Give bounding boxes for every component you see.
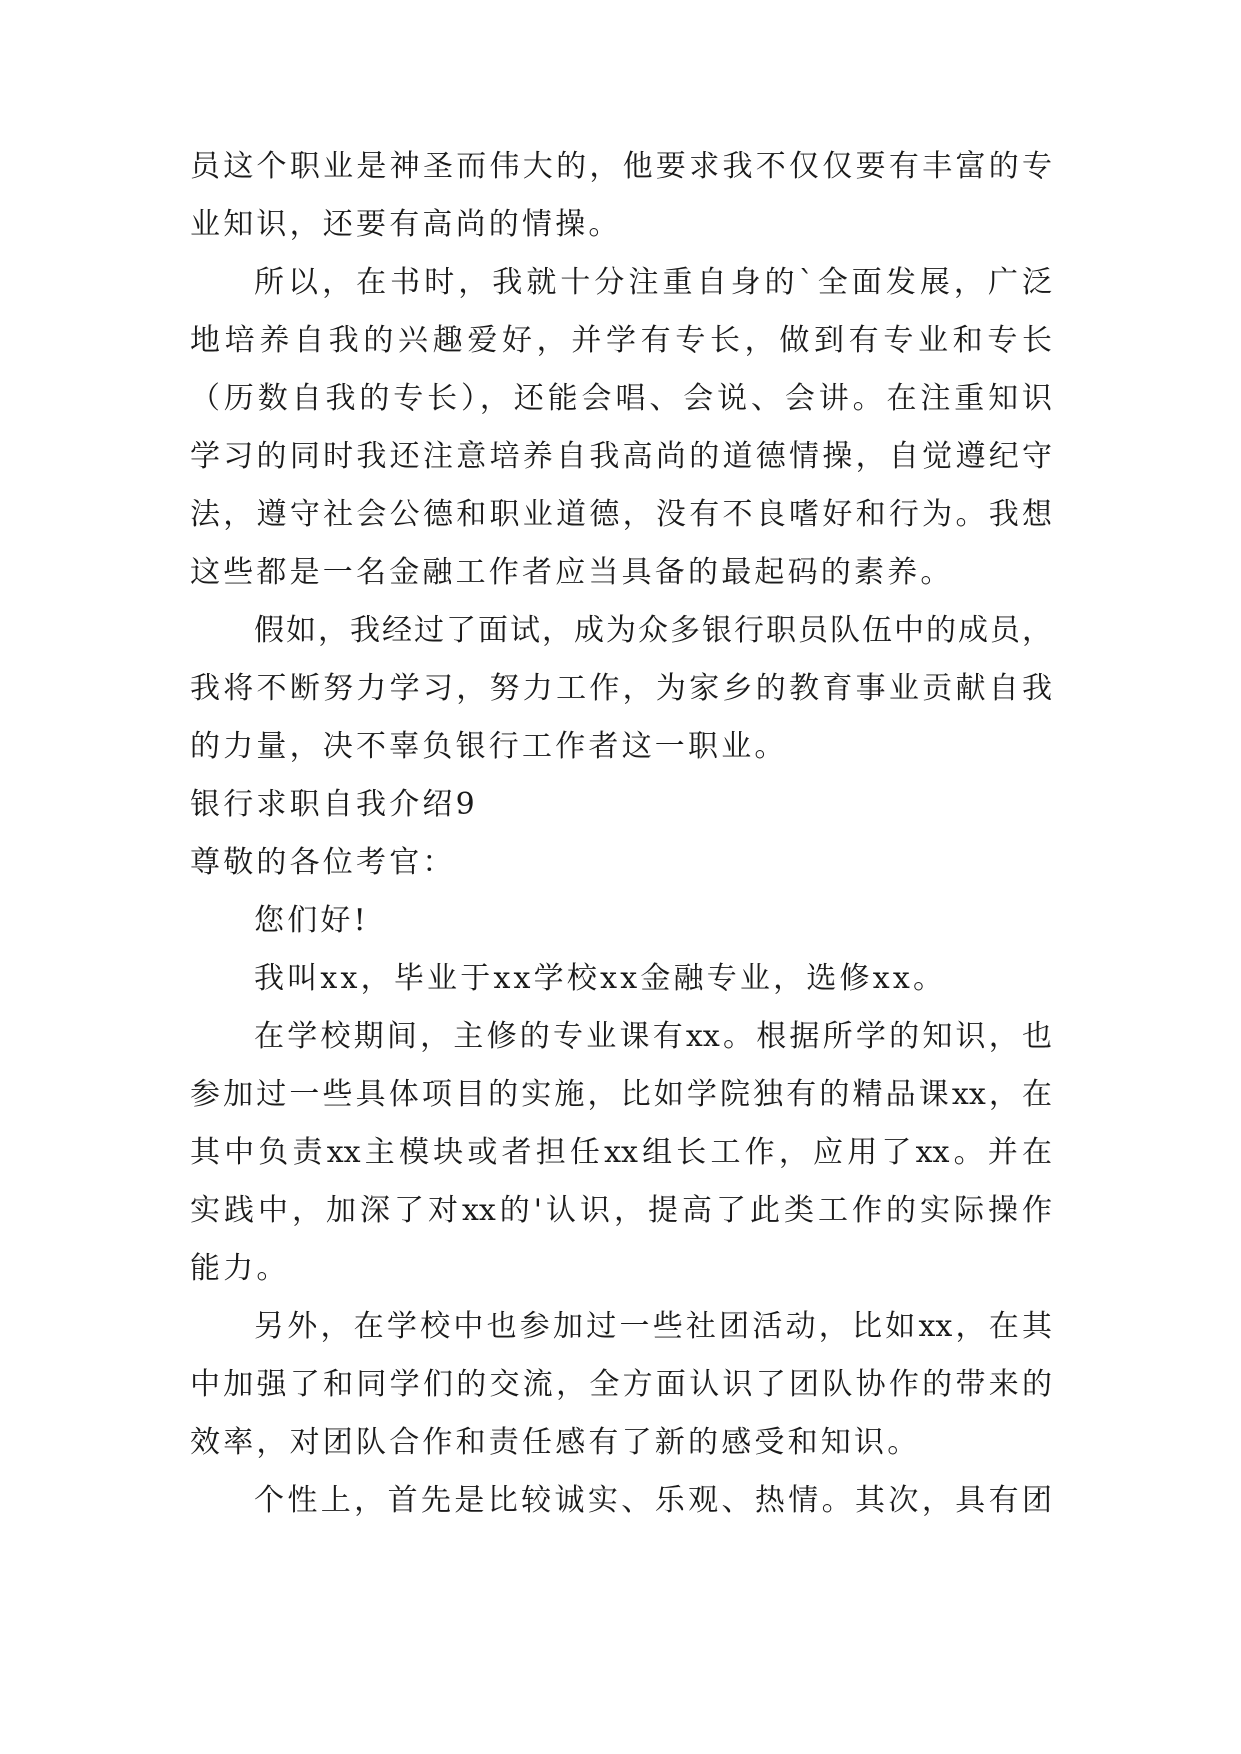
body-line: （历数自我的专长），还能会唱、会说、会讲。在注重知识 — [190, 381, 1052, 416]
body-line: 学习的同时我还注意培养自我高尚的道德情操，自觉遵纪守 — [190, 439, 1052, 474]
body-line: 地培养自我的兴趣爱好，并学有专长，做到有专业和专长 — [190, 323, 1052, 358]
body-line: 这些都是一名金融工作者应当具备的最起码的素养。 — [190, 555, 954, 590]
section-heading: 银行求职自我介绍9 — [190, 787, 478, 822]
body-line: 我将不断努力学习，努力工作，为家乡的教育事业贡献自我 — [190, 671, 1052, 706]
document-body — [190, 138, 1052, 1530]
body-line: 业知识，还要有高尚的情操。 — [190, 207, 622, 242]
paragraph-start-line: 个性上，首先是比较诚实、乐观、热情。其次，具有团 — [254, 1483, 1052, 1518]
body-line: 效率，对团队合作和责任感有了新的感受和知识。 — [190, 1425, 921, 1460]
paragraph-start-line: 所以，在书时，我就十分注重自身的`全面发展，广泛 — [254, 265, 1052, 300]
paragraph-start-line: 我叫xx，毕业于xx学校xx金融专业，选修xx。 — [254, 961, 947, 996]
body-line: 实践中，加深了对xx的'认识，提高了此类工作的实际操作 — [190, 1193, 1052, 1228]
body-line: 能力。 — [190, 1251, 290, 1286]
body-line: 其中负责xx主模块或者担任xx组长工作，应用了xx。并在 — [190, 1135, 1052, 1170]
body-line: 参加过一些具体项目的实施，比如学院独有的精品课xx，在 — [190, 1077, 1052, 1112]
body-line: 中加强了和同学们的交流，全方面认识了团队协作的带来的 — [190, 1367, 1052, 1402]
paragraph-start-line: 另外，在学校中也参加过一些社团活动，比如xx，在其 — [254, 1309, 1052, 1344]
body-line: 员这个职业是神圣而伟大的，他要求我不仅仅要有丰富的专 — [190, 149, 1052, 184]
paragraph-start-line: 假如，我经过了面试，成为众多银行职员队伍中的成员， — [254, 613, 1052, 648]
body-line: 法，遵守社会公德和职业道德，没有不良嗜好和行为。我想 — [190, 497, 1052, 532]
paragraph-start-line: 在学校期间，主修的专业课有xx。根据所学的知识，也 — [254, 1019, 1052, 1054]
salutation: 尊敬的各位考官： — [190, 845, 456, 880]
greeting-line: 您们好! — [254, 903, 369, 938]
body-line: 的力量，决不辜负银行工作者这一职业。 — [190, 729, 788, 764]
